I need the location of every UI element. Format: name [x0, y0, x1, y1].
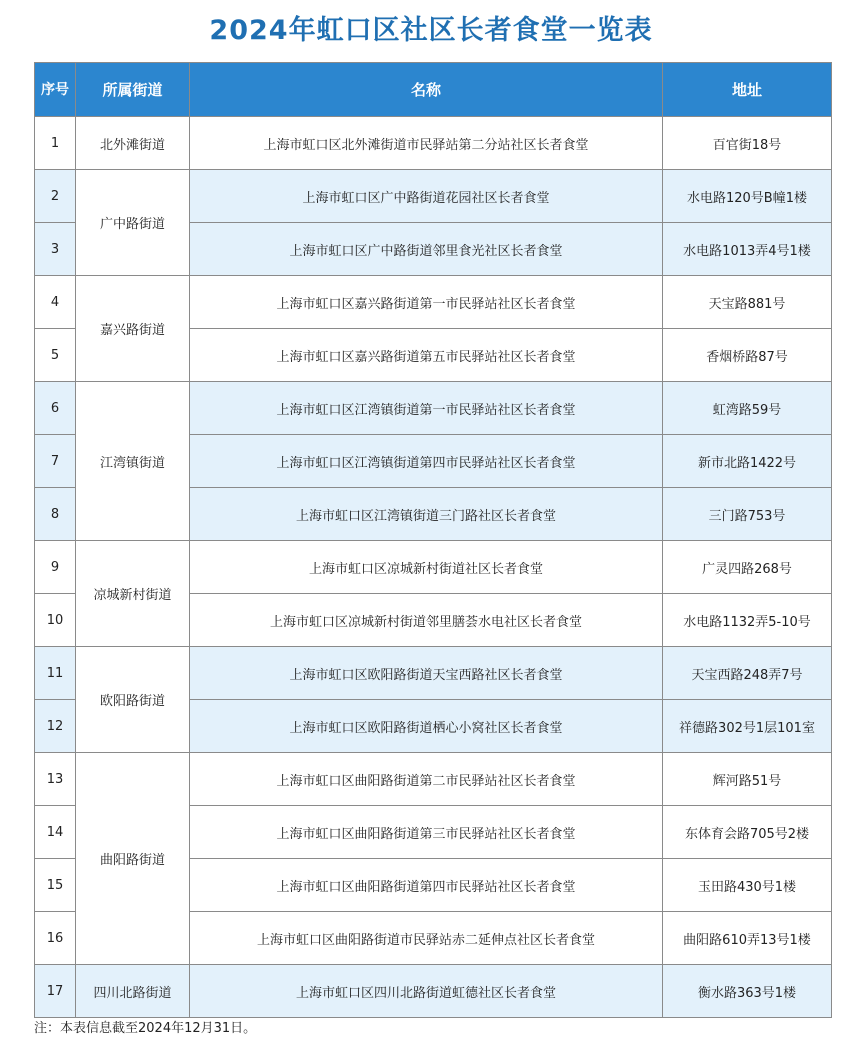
- table-row: [35, 170, 832, 223]
- row-number: 6: [35, 382, 76, 435]
- header-name: 名称: [190, 63, 663, 117]
- canteen-name: 上海市虹口区江湾镇街道第一市民驿站社区长者食堂: [190, 382, 663, 435]
- canteen-address: 百官街18号: [663, 117, 832, 170]
- header-street: 所属街道: [76, 63, 190, 117]
- canteen-address: 水电路1132弄5-10号: [663, 594, 832, 647]
- street-cell: 北外滩街道: [76, 117, 190, 170]
- canteen-name: 上海市虹口区欧阳路街道天宝西路社区长者食堂: [190, 647, 663, 700]
- footnote: 注：本表信息截至2024年12月31日。: [34, 1021, 257, 1036]
- canteen-address: 天宝西路248弄7号: [663, 647, 832, 700]
- row-number: 16: [35, 912, 76, 965]
- canteen-name: 上海市虹口区广中路街道邻里食光社区长者食堂: [190, 223, 663, 276]
- table-row: [35, 541, 832, 594]
- page-title: 2024年虹口区社区长者食堂一览表: [209, 15, 653, 46]
- row-number: 12: [35, 700, 76, 753]
- canteen-address: 辉河路51号: [663, 753, 832, 806]
- canteen-name: 上海市虹口区欧阳路街道栖心小窝社区长者食堂: [190, 700, 663, 753]
- canteen-name: 上海市虹口区嘉兴路街道第一市民驿站社区长者食堂: [190, 276, 663, 329]
- street-cell: 凉城新村街道: [76, 541, 190, 647]
- row-number: 7: [35, 435, 76, 488]
- canteen-address: 玉田路430号1楼: [663, 859, 832, 912]
- table-row: [35, 647, 832, 700]
- row-number: 5: [35, 329, 76, 382]
- table-row: [35, 276, 832, 329]
- row-number: 1: [35, 117, 76, 170]
- canteen-address: 三门路753号: [663, 488, 832, 541]
- canteen-name: 上海市虹口区广中路街道花园社区长者食堂: [190, 170, 663, 223]
- canteen-address: 水电路120号B幢1楼: [663, 170, 832, 223]
- row-number: 17: [35, 965, 76, 1018]
- canteen-name: 上海市虹口区四川北路街道虹德社区长者食堂: [190, 965, 663, 1018]
- row-number: 4: [35, 276, 76, 329]
- canteen-name: 上海市虹口区凉城新村街道邻里膳荟水电社区长者食堂: [190, 594, 663, 647]
- canteen-name: 上海市虹口区北外滩街道市民驿站第二分站社区长者食堂: [190, 117, 663, 170]
- canteen-address: 虹湾路59号: [663, 382, 832, 435]
- row-number: 15: [35, 859, 76, 912]
- table-row: [35, 965, 832, 1018]
- canteen-address: 衡水路363号1楼: [663, 965, 832, 1018]
- street-cell: 曲阳路街道: [76, 753, 190, 965]
- canteen-name: 上海市虹口区嘉兴路街道第五市民驿站社区长者食堂: [190, 329, 663, 382]
- header-seq: 序号: [35, 63, 76, 117]
- header-address: 地址: [663, 63, 832, 117]
- street-cell: 嘉兴路街道: [76, 276, 190, 382]
- canteen-address: 天宝路881号: [663, 276, 832, 329]
- row-number: 11: [35, 647, 76, 700]
- canteen-name: 上海市虹口区江湾镇街道三门路社区长者食堂: [190, 488, 663, 541]
- canteen-address: 东体育会路705号2楼: [663, 806, 832, 859]
- row-number: 14: [35, 806, 76, 859]
- canteen-address: 广灵四路268号: [663, 541, 832, 594]
- canteen-name: 上海市虹口区曲阳路街道市民驿站赤二延伸点社区长者食堂: [190, 912, 663, 965]
- canteen-name: 上海市虹口区曲阳路街道第四市民驿站社区长者食堂: [190, 859, 663, 912]
- street-cell: 广中路街道: [76, 170, 190, 276]
- row-number: 13: [35, 753, 76, 806]
- table-row: [35, 753, 832, 806]
- canteen-name: 上海市虹口区江湾镇街道第四市民驿站社区长者食堂: [190, 435, 663, 488]
- canteen-name: 上海市虹口区凉城新村街道社区长者食堂: [190, 541, 663, 594]
- canteen-address: 曲阳路610弄13号1楼: [663, 912, 832, 965]
- canteen-address: 香烟桥路87号: [663, 329, 832, 382]
- row-number: 8: [35, 488, 76, 541]
- row-number: 2: [35, 170, 76, 223]
- table-header-row: [35, 63, 832, 117]
- canteen-name: 上海市虹口区曲阳路街道第三市民驿站社区长者食堂: [190, 806, 663, 859]
- canteen-address: 祥德路302号1层101室: [663, 700, 832, 753]
- row-number: 9: [35, 541, 76, 594]
- table-row: [35, 117, 832, 170]
- canteen-name: 上海市虹口区曲阳路街道第二市民驿站社区长者食堂: [190, 753, 663, 806]
- street-cell: 欧阳路街道: [76, 647, 190, 753]
- street-cell: 江湾镇街道: [76, 382, 190, 541]
- street-cell: 四川北路街道: [76, 965, 190, 1018]
- canteen-address: 水电路1013弄4号1楼: [663, 223, 832, 276]
- canteen-address: 新市北路1422号: [663, 435, 832, 488]
- table-row: [35, 382, 832, 435]
- canteen-table: [34, 62, 832, 1018]
- row-number: 10: [35, 594, 76, 647]
- row-number: 3: [35, 223, 76, 276]
